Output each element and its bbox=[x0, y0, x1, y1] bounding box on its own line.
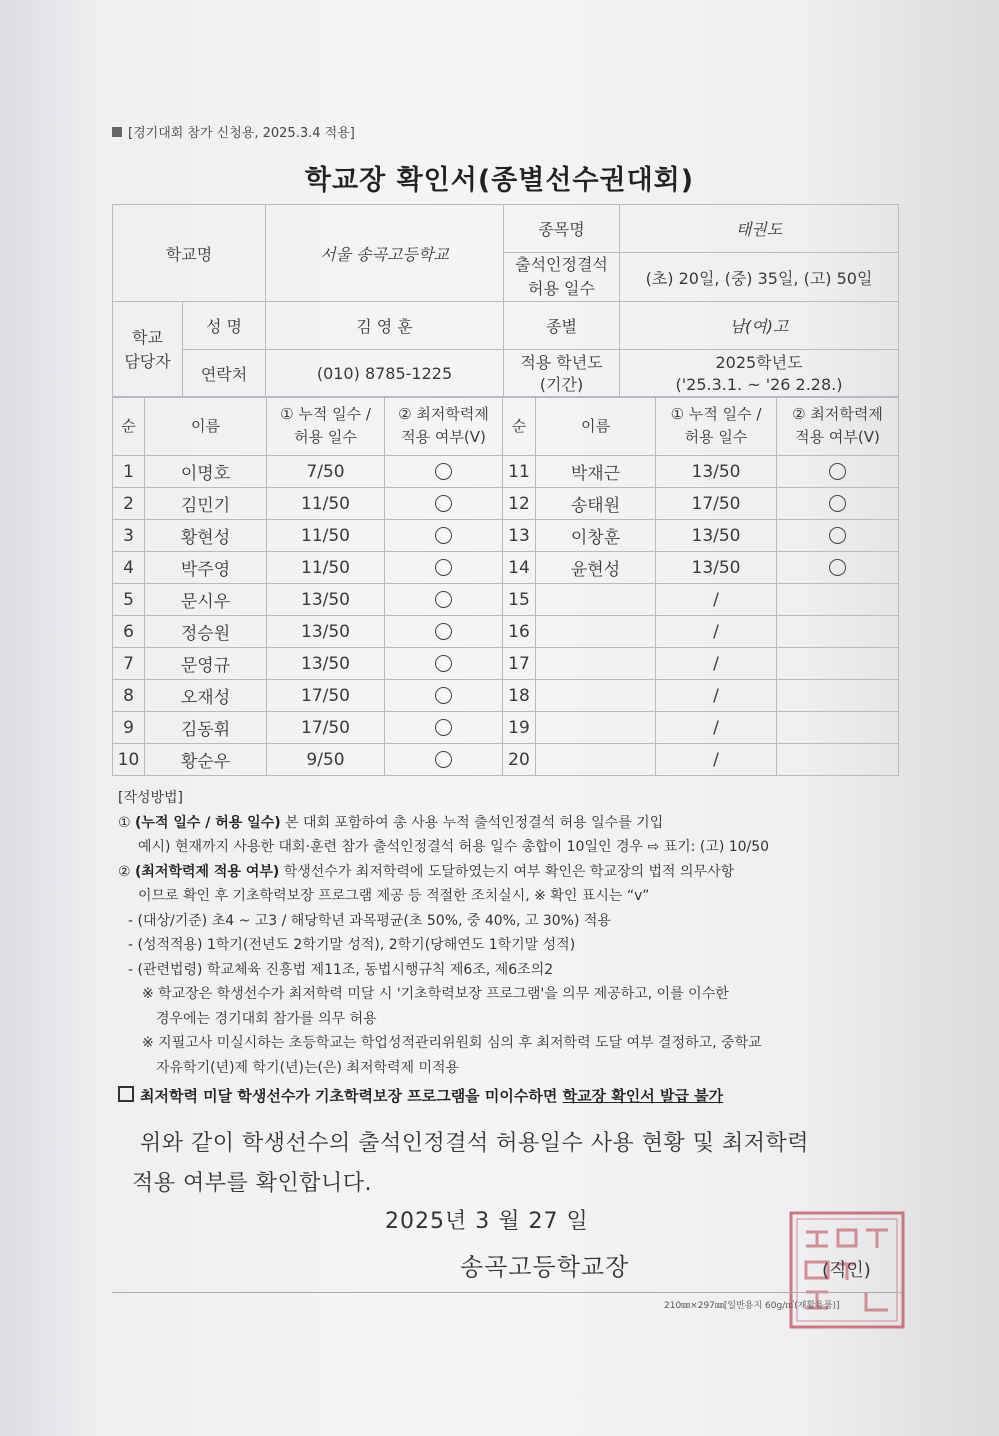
row-number-right: 20 bbox=[503, 744, 536, 776]
table-row bbox=[113, 712, 899, 744]
absence-days-left: 13/50 bbox=[267, 616, 385, 648]
row-number-right: 13 bbox=[503, 520, 536, 552]
min-grade-check-left bbox=[385, 680, 503, 712]
contact-value: (010) 8785-1225 bbox=[266, 350, 504, 398]
circle-mark-icon bbox=[829, 527, 846, 544]
row-number-right: 19 bbox=[503, 712, 536, 744]
circle-mark-icon bbox=[435, 527, 452, 544]
guide-final-note: 최저학력 미달 학생선수가 기초학력보장 프로그램을 미이수하면 학교장 확인서 발급 불가 bbox=[118, 1084, 908, 1109]
athlete-name-left: 정승원 bbox=[145, 616, 267, 648]
row-number-left: 2 bbox=[113, 488, 145, 520]
guide-heading: [작성방법] bbox=[118, 790, 184, 806]
document-title: 학교장 확인서(종별선수권대회) bbox=[304, 165, 695, 196]
athlete-name-right bbox=[536, 648, 656, 680]
circle-mark-icon bbox=[829, 463, 846, 480]
absence-days-left: 13/50 bbox=[267, 584, 385, 616]
min-grade-check-left bbox=[385, 488, 503, 520]
row-number-right: 18 bbox=[503, 680, 536, 712]
footer-divider bbox=[112, 1292, 902, 1293]
manager-label: 학교 담당자 bbox=[113, 302, 183, 398]
year-value: 2025학년도 ('25.3.1. ~ '26 2.28.) bbox=[620, 350, 899, 398]
min-grade-check-left bbox=[385, 648, 503, 680]
row-number-left: 5 bbox=[113, 584, 145, 616]
school-name-value: 서울 송곡고등학교 bbox=[266, 205, 504, 302]
circle-mark-icon bbox=[435, 463, 452, 480]
absence-days-label: 출석인정결석 허용 일수 bbox=[504, 253, 620, 302]
sport-label: 종목명 bbox=[504, 205, 620, 253]
absence-days-value: (초) 20일, (중) 35일, (고) 50일 bbox=[620, 253, 899, 302]
guide-line-10: ※ 지필고사 미실시하는 초등학교는 학업성적관리위원회 심의 후 최저학력 도달 여부 결정하고, 중학교 bbox=[142, 1035, 762, 1051]
table-row bbox=[113, 616, 899, 648]
min-grade-check-right bbox=[777, 584, 899, 616]
absence-days-right: / bbox=[656, 744, 777, 776]
table-row bbox=[113, 680, 899, 712]
manager-name-value: 김 영 훈 bbox=[266, 302, 504, 350]
principal-title: 송곡고등학교장 bbox=[460, 1253, 630, 1281]
row-number-left: 6 bbox=[113, 616, 145, 648]
athlete-name-right: 송태원 bbox=[536, 488, 656, 520]
athlete-name-left: 오재성 bbox=[145, 680, 267, 712]
circle-mark-icon bbox=[435, 495, 452, 512]
table-row bbox=[113, 648, 899, 680]
col-no-header: 순 bbox=[113, 397, 145, 456]
athlete-name-right: 박재근 bbox=[536, 456, 656, 488]
guide-line-1: ① (누적 일수 / 허용 일수) 본 대회 포함하여 총 사용 누적 출석인정결석 허용 일수를 기입 bbox=[118, 814, 664, 831]
table-row bbox=[113, 584, 899, 616]
absence-days-right: / bbox=[656, 712, 777, 744]
row-number-left: 10 bbox=[113, 744, 145, 776]
box-bullet-icon bbox=[118, 1086, 134, 1102]
athlete-name-left: 문시우 bbox=[145, 584, 267, 616]
athlete-name-left: 김동휘 bbox=[145, 712, 267, 744]
athlete-name-right bbox=[536, 616, 656, 648]
row-number-right: 16 bbox=[503, 616, 536, 648]
paper-spec-footer: 210㎜×297㎜[일반용지 60g/㎡(재활용품)] bbox=[664, 1301, 840, 1311]
col-no-header-2: 순 bbox=[503, 397, 536, 456]
athlete-name-left: 이명호 bbox=[145, 456, 267, 488]
athlete-name-right bbox=[536, 744, 656, 776]
row-number-left: 3 bbox=[113, 520, 145, 552]
col-min-header-2: ② 최저학력제 적용 여부(V) bbox=[777, 397, 899, 456]
athlete-name-left: 황순우 bbox=[145, 744, 267, 776]
row-number-left: 1 bbox=[113, 456, 145, 488]
athlete-name-right: 이창훈 bbox=[536, 520, 656, 552]
category-label: 종별 bbox=[504, 302, 620, 350]
absence-days-left: 7/50 bbox=[267, 456, 385, 488]
guide-line-2: 예시) 현재까지 사용한 대회·훈련 참가 출석인정결석 허용 일수 총합이 10일인 경우 ⇨ 표기: (고) 10/50 bbox=[138, 839, 770, 855]
row-number-left: 9 bbox=[113, 712, 145, 744]
guide-line-9: 경우에는 경기대회 참가를 의무 허용 bbox=[156, 1010, 377, 1027]
min-grade-check-right bbox=[777, 616, 899, 648]
circle-mark-icon bbox=[435, 559, 452, 576]
contact-label: 연락처 bbox=[183, 350, 266, 398]
square-bullet-icon bbox=[112, 127, 122, 137]
min-grade-check-left bbox=[385, 456, 503, 488]
absence-days-left: 9/50 bbox=[267, 744, 385, 776]
min-grade-check-left bbox=[385, 584, 503, 616]
athlete-name-right: 윤현성 bbox=[536, 552, 656, 584]
school-info-table bbox=[112, 204, 899, 398]
year-label: 적용 학년도 (기간) bbox=[504, 350, 620, 398]
min-grade-check-left bbox=[385, 712, 503, 744]
school-name-label: 학교명 bbox=[113, 205, 266, 302]
min-grade-check-right bbox=[777, 744, 899, 776]
circle-mark-icon bbox=[829, 559, 846, 576]
table-row bbox=[113, 744, 899, 776]
absence-days-left: 17/50 bbox=[267, 712, 385, 744]
seal-label: (직인) bbox=[822, 1260, 871, 1281]
guide-line-7: - (관련법령) 학교체육 진흥법 제11조, 동법시행규칙 제6조, 제6조의2 bbox=[128, 961, 554, 978]
guide-line-11: 자유학기(년)제 학기(년)는(은) 최저학력제 미적용 bbox=[156, 1059, 460, 1076]
min-grade-check-left bbox=[385, 520, 503, 552]
sport-value: 태권도 bbox=[620, 205, 899, 253]
min-grade-check-right bbox=[777, 488, 899, 520]
col-days-header-2: ① 누적 일수 / 허용 일수 bbox=[656, 397, 777, 456]
athlete-name-right bbox=[536, 712, 656, 744]
col-min-header: ② 최저학력제 적용 여부(V) bbox=[385, 397, 503, 456]
row-number-right: 17 bbox=[503, 648, 536, 680]
table-row bbox=[113, 456, 899, 488]
min-grade-check-left bbox=[385, 552, 503, 584]
absence-days-right: 17/50 bbox=[656, 488, 777, 520]
circle-mark-icon bbox=[435, 591, 452, 608]
athlete-name-left: 문영규 bbox=[145, 648, 267, 680]
col-days-header: ① 누적 일수 / 허용 일수 bbox=[267, 397, 385, 456]
name-label: 성 명 bbox=[183, 302, 266, 350]
row-number-right: 12 bbox=[503, 488, 536, 520]
circle-mark-icon bbox=[435, 719, 452, 736]
header-note: [경기대회 참가 신청용, 2025.3.4 적용] bbox=[112, 122, 355, 141]
min-grade-check-left bbox=[385, 744, 503, 776]
absence-days-right: / bbox=[656, 584, 777, 616]
writing-guide bbox=[118, 786, 908, 1109]
absence-days-right: / bbox=[656, 648, 777, 680]
col-name-header-2: 이름 bbox=[536, 397, 656, 456]
athlete-name-right bbox=[536, 680, 656, 712]
row-number-right: 15 bbox=[503, 584, 536, 616]
category-value: 남(여)고 bbox=[620, 302, 899, 350]
min-grade-check-right bbox=[777, 648, 899, 680]
min-grade-check-right bbox=[777, 712, 899, 744]
absence-days-left: 11/50 bbox=[267, 520, 385, 552]
absence-days-right: 13/50 bbox=[656, 552, 777, 584]
athlete-roster-table bbox=[112, 396, 899, 776]
guide-line-6: - (성적적용) 1학기(전년도 2학기말 성적), 2학기(당해연도 1학기말 성적) bbox=[128, 937, 576, 953]
col-name-header: 이름 bbox=[145, 397, 267, 456]
absence-days-left: 11/50 bbox=[267, 552, 385, 584]
athlete-name-right bbox=[536, 584, 656, 616]
table-row bbox=[113, 520, 899, 552]
absence-days-right: 13/50 bbox=[656, 520, 777, 552]
athlete-name-left: 박주영 bbox=[145, 552, 267, 584]
guide-line-3: ② (최저학력제 적용 여부) 학생선수가 최저학력에 도달하였는지 여부 확인은 학교장의 법적 의무사항 bbox=[118, 863, 735, 880]
table-row bbox=[113, 552, 899, 584]
absence-days-left: 11/50 bbox=[267, 488, 385, 520]
guide-line-5: - (대상/기준) 초4 ~ 고3 / 해당학년 과목평균(초 50%, 중 40%, 고 30%) 적용 bbox=[128, 912, 611, 929]
confirmation-text: 위와 같이 학생선수의 출석인정결석 허용일수 사용 현황 및 최저학력 적용 여부를 확인합니다. bbox=[132, 1131, 810, 1196]
row-number-left: 4 bbox=[113, 552, 145, 584]
guide-line-4: 이므로 확인 후 기초학력보장 프로그램 제공 등 적절한 조치실시, ※ 확인 표시는 “v” bbox=[138, 888, 650, 904]
circle-mark-icon bbox=[435, 751, 452, 768]
absence-days-right: / bbox=[656, 680, 777, 712]
row-number-left: 8 bbox=[113, 680, 145, 712]
min-grade-check-left bbox=[385, 616, 503, 648]
min-grade-check-right bbox=[777, 520, 899, 552]
row-number-right: 14 bbox=[503, 552, 536, 584]
absence-days-left: 17/50 bbox=[267, 680, 385, 712]
absence-days-right: / bbox=[656, 616, 777, 648]
absence-days-left: 13/50 bbox=[267, 648, 385, 680]
circle-mark-icon bbox=[435, 623, 452, 640]
athlete-name-left: 김민기 bbox=[145, 488, 267, 520]
min-grade-check-right bbox=[777, 552, 899, 584]
guide-line-8: ※ 학교장은 학생선수가 최저학력 미달 시 '기초학력보장 프로그램'을 의무 제공하고, 이를 이수한 bbox=[142, 986, 729, 1002]
roster-header-row bbox=[113, 397, 899, 456]
absence-days-right: 13/50 bbox=[656, 456, 777, 488]
circle-mark-icon bbox=[435, 655, 452, 672]
min-grade-check-right bbox=[777, 680, 899, 712]
row-number-left: 7 bbox=[113, 648, 145, 680]
min-grade-check-right bbox=[777, 456, 899, 488]
row-number-right: 11 bbox=[503, 456, 536, 488]
table-row bbox=[113, 488, 899, 520]
circle-mark-icon bbox=[829, 495, 846, 512]
circle-mark-icon bbox=[435, 687, 452, 704]
issue-date: 2025년 3 월 27 일 bbox=[385, 1209, 589, 1234]
athlete-name-left: 황현성 bbox=[145, 520, 267, 552]
